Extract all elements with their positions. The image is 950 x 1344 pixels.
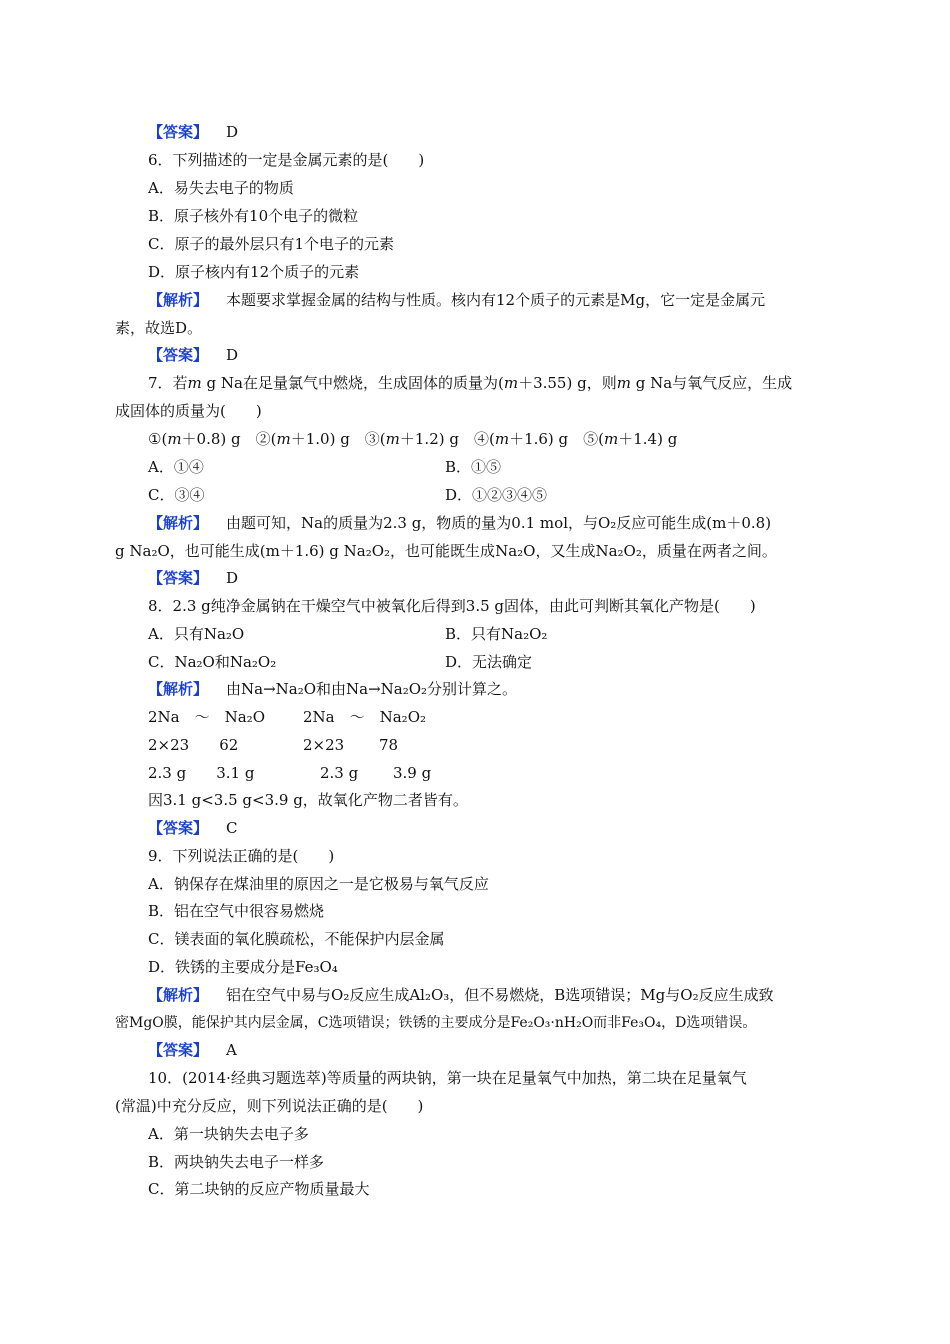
option-b: B．铝在空气中很容易燃烧 bbox=[148, 902, 325, 920]
option-d: D．铁锈的主要成分是Fe₃O₄ bbox=[148, 958, 338, 976]
analysis-text-cont: 素，故选D。 bbox=[115, 319, 203, 337]
choice-part: ＋0.8) g ②( bbox=[181, 430, 277, 448]
analysis-label: 【解析】 bbox=[148, 986, 209, 1004]
variable-m: m bbox=[616, 374, 631, 392]
analysis-line bbox=[148, 290, 765, 310]
answer-value: D bbox=[226, 123, 239, 141]
conclusion-text: 因3.1 g<3.5 g<3.9 g，故氧化产物二者皆有。 bbox=[148, 791, 468, 809]
choice-part: ＋1.6) g ⑤( bbox=[509, 430, 604, 448]
variable-m: m bbox=[276, 430, 291, 448]
question-10-stem: 10．(2014·经典习题选萃)等质量的两块钠，第一块在足量氧气中加热，第二块在足量氧气 bbox=[148, 1069, 747, 1087]
analysis-line bbox=[148, 513, 771, 533]
analysis-label: 【解析】 bbox=[148, 514, 209, 532]
answer-line bbox=[148, 568, 238, 588]
answer-label: 【答案】 bbox=[148, 569, 209, 587]
choice-part: ＋1.4) g bbox=[618, 430, 678, 448]
option-c: C．③④ bbox=[148, 486, 205, 504]
variable-m: m bbox=[503, 374, 519, 392]
option-a: A．易失去电子的物质 bbox=[148, 179, 294, 197]
stem-part: 7．若 bbox=[148, 374, 188, 392]
option-b: B．原子核外有10个电子的微粒 bbox=[148, 207, 359, 225]
answer-line bbox=[148, 345, 238, 365]
question-10-stem-cont: (常温)中充分反应，则下列说法正确的是( ) bbox=[115, 1097, 424, 1115]
option-a: A．只有Na₂O bbox=[148, 625, 245, 643]
question-6-stem: 6．下列描述的一定是金属元素的是( ) bbox=[148, 151, 425, 169]
answer-value: D bbox=[226, 346, 239, 364]
stem-part: g Na在足量氯气中燃烧，生成固体的质量为( bbox=[201, 374, 504, 392]
question-7-stem-cont: 成固体的质量为( ) bbox=[115, 402, 262, 420]
variable-m: m bbox=[385, 430, 400, 448]
option-a: A．①④ bbox=[148, 458, 204, 476]
question-7-stem bbox=[148, 373, 792, 393]
answer-line bbox=[148, 122, 238, 142]
question-8-stem: 8．2.3 g纯净金属钠在干燥空气中被氧化后得到3.5 g固体，由此可判断其氧化产物是( ) bbox=[148, 597, 756, 615]
analysis-line bbox=[148, 985, 774, 1005]
analysis-label: 【解析】 bbox=[148, 680, 209, 698]
stem-part: ＋3.55) g，则 bbox=[518, 374, 617, 392]
answer-line bbox=[148, 818, 238, 838]
calc-row: 2Na ～ Na₂O bbox=[148, 708, 265, 726]
option-d: D．①②③④⑤ bbox=[445, 486, 548, 504]
question-7-choices bbox=[148, 429, 677, 449]
option-b: B．两块钠失去电子一样多 bbox=[148, 1153, 325, 1171]
analysis-label: 【解析】 bbox=[148, 291, 209, 309]
answer-value: C bbox=[226, 819, 238, 837]
choice-part: ＋1.0) g ③( bbox=[290, 430, 386, 448]
variable-m: m bbox=[167, 430, 182, 448]
analysis-text-cont: 密MgO膜，能保护其内层金属，C选项错误；铁锈的主要成分是Fe₂O₃·nH₂O而非Fe₃O₄，D选项错误。 bbox=[115, 1015, 757, 1031]
stem-part: g Na与氧气反应，生成 bbox=[630, 374, 793, 392]
answer-label: 【答案】 bbox=[148, 346, 209, 364]
option-b: B．只有Na₂O₂ bbox=[445, 625, 548, 643]
choice-part: ＋1.2) g ④( bbox=[399, 430, 495, 448]
option-a: A．第一块钠失去电子多 bbox=[148, 1125, 309, 1143]
answer-line bbox=[148, 1040, 237, 1060]
calc-row: 2.3 g 3.9 g bbox=[320, 764, 432, 782]
variable-m: m bbox=[494, 430, 510, 448]
analysis-text: 由题可知，Na的质量为2.3 g，物质的量为0.1 mol，与O₂反应可能生成(m＋0.8) bbox=[226, 514, 772, 532]
option-c: C．Na₂O和Na₂O₂ bbox=[148, 653, 277, 671]
answer-label: 【答案】 bbox=[148, 1041, 209, 1059]
variable-m: m bbox=[604, 430, 619, 448]
answer-value: D bbox=[226, 569, 239, 587]
calc-row: 2Na ～ Na₂O₂ bbox=[303, 708, 427, 726]
choice-part: ①( bbox=[148, 430, 168, 448]
option-d: D．无法确定 bbox=[445, 653, 533, 671]
answer-label: 【答案】 bbox=[148, 819, 209, 837]
option-d: D．原子核内有12个质子的元素 bbox=[148, 263, 360, 281]
option-c: C．原子的最外层只有1个电子的元素 bbox=[148, 235, 395, 253]
calc-row: 2.3 g 3.1 g bbox=[148, 764, 255, 782]
answer-value: A bbox=[226, 1041, 237, 1059]
calc-row: 2×23 62 bbox=[148, 736, 239, 754]
answer-label: 【答案】 bbox=[148, 123, 209, 141]
variable-m: m bbox=[187, 374, 202, 392]
option-c: C．第二块钠的反应产物质量最大 bbox=[148, 1180, 370, 1198]
option-b: B．①⑤ bbox=[445, 458, 502, 476]
analysis-text-cont: g Na₂O，也可能生成(m＋1.6) g Na₂O₂，也可能既生成Na₂O，又生成Na₂O₂，质量在两者之间。 bbox=[115, 542, 777, 560]
analysis-text: 本题要求掌握金属的结构与性质。核内有12个质子的元素是Mg，它一定是金属元 bbox=[226, 291, 766, 309]
analysis-text: 铝在空气中易与O₂反应生成Al₂O₃，但不易燃烧，B选项错误；Mg与O₂反应生成致 bbox=[226, 986, 774, 1004]
option-a: A．钠保存在煤油里的原因之一是它极易与氧气反应 bbox=[148, 875, 489, 893]
analysis-text: 由Na→Na₂O和由Na→Na₂O₂分别计算之。 bbox=[226, 680, 518, 698]
calc-row: 2×23 78 bbox=[303, 736, 399, 754]
question-9-stem: 9．下列说法正确的是( ) bbox=[148, 847, 335, 865]
option-c: C．镁表面的氧化膜疏松，不能保护内层金属 bbox=[148, 930, 445, 948]
analysis-line bbox=[148, 679, 517, 699]
